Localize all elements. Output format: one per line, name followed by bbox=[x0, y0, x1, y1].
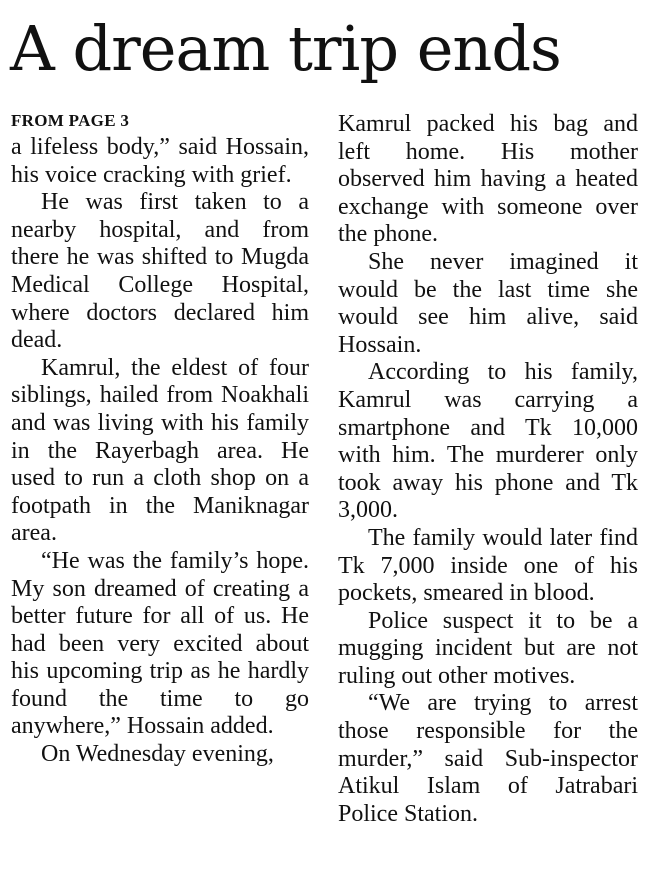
paragraph: He was first taken to a nearby hospital, and from there he was shifted to Mugda Medical College Hospital, where doctors declared him dead. bbox=[11, 189, 309, 354]
column-left bbox=[11, 110, 309, 769]
paragraph: She never imagined it would be the last time she would see him alive, said Hossain. bbox=[338, 248, 638, 358]
paragraph: The family would later find Tk 7,000 inside one of his pockets, smeared in blood. bbox=[338, 524, 638, 607]
paragraph: Kamrul, the eldest of four siblings, hailed from Noakhali and was living with his family in the Rayerbagh area. He used to run a cloth shop on a footpath in the Maniknagar area. bbox=[11, 354, 309, 547]
paragraph: Kamrul packed his bag and left home. His mother observed him having a heated exchange with someone over the phone. bbox=[338, 111, 638, 248]
paragraph: a lifeless body,” said Hossain, his voice cracking with grief. bbox=[11, 134, 309, 188]
paragraph: “We are trying to arrest those responsible for the murder,” said Sub-inspector Atikul Islam of Jatrabari Police Station. bbox=[338, 690, 638, 827]
column-right bbox=[338, 111, 638, 828]
jump-label: FROM PAGE 3 bbox=[11, 111, 130, 130]
paragraph: “He was the family’s hope. My son dreamed of creating a better future for all of us. He had been very excited about his upcoming trip as he hardly found the time to go anywhere,” Hossain added. bbox=[11, 547, 309, 740]
paragraph: According to his family, Kamrul was carrying a smartphone and Tk 10,000 with him. The murderer only took away his phone and Tk 3,000. bbox=[338, 359, 638, 524]
paragraph: Police suspect it to be a mugging incident but are not ruling out other motives. bbox=[338, 607, 638, 689]
paragraph: On Wednesday evening, bbox=[41, 741, 274, 768]
headline: A dream trip ends bbox=[10, 12, 561, 85]
